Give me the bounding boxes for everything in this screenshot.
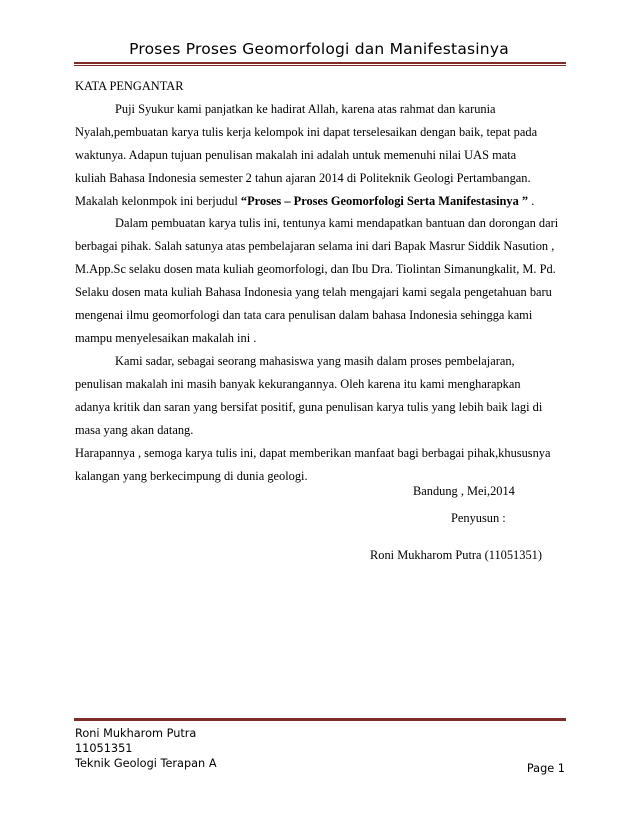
page-number: Page 1 <box>526 762 565 775</box>
paragraph-line: Harapannya , semoga karya tulis ini, dapat memberikan manfaat bagi berbagai pihak,khususnya <box>75 446 551 460</box>
footer-author: Roni Mukharom Putra <box>75 727 197 740</box>
paragraph-line: adanya kritik dan saran yang bersifat positif, guna penulisan karya tulis yang lebih baik lagi di <box>75 400 543 414</box>
paper-title: “Proses – Proses Geomorfologi Serta Manifestasinya ” <box>240 194 529 208</box>
section-heading: KATA PENGANTAR <box>75 79 184 93</box>
signature-place-date: Bandung , Mei,2014 <box>413 484 515 498</box>
paragraph-line: Selaku dosen mata kuliah Bahasa Indonesia yang telah mengajari kami segala pengetahuan baru <box>75 285 552 299</box>
paragraph-line: mengenai ilmu geomorfologi dan tata cara penulisan dalam bahasa Indonesia sehingga kami <box>75 308 533 322</box>
page-footer <box>75 726 217 771</box>
paragraph-line: M.App.Sc selaku dosen mata kuliah geomorfologi, dan Ibu Dra. Tiolintan Simanungkalit, M. Pd. <box>75 262 556 276</box>
paragraph-line: berbagai pihak. Salah satunya atas pembelajaran selama ini dari Bapak Masrur Siddik Nasution , <box>75 239 555 253</box>
signature-role: Penyusun : <box>451 511 506 525</box>
signature-name: Roni Mukharom Putra (11051351) <box>370 548 542 562</box>
page-header-title: Proses Proses Geomorfologi dan Manifestasinya <box>129 40 509 58</box>
paragraph-line: Kami sadar, sebagai seorang mahasiswa yang masih dalam proses pembelajaran, <box>115 354 515 368</box>
paragraph-line: Nyalah,pembuatan karya tulis kerja kelompok ini dapat terselesaikan dengan baik, tepat pada <box>75 125 538 139</box>
paragraph-line: masa yang akan datang. <box>75 423 194 437</box>
paragraph-line: Dalam pembuatan karya tulis ini, tentunya kami mendapatkan bantuan dan dorongan dari <box>115 216 559 230</box>
footer-student-id: 11051351 <box>75 742 133 755</box>
title-prefix: Makalah kelonmpok ini berjudul <box>75 194 241 208</box>
paragraph-line-title <box>75 190 575 212</box>
paragraph-line: waktunya. Adapun tujuan penulisan makalah ini adalah untuk memenuhi nilai UAS mata <box>75 148 517 162</box>
paragraph-line: mampu menyelesaikan makalah ini . <box>75 331 257 345</box>
paragraph-line: kalangan yang berkecimpung di dunia geologi. <box>75 469 308 483</box>
document-body <box>75 75 575 488</box>
footer-department: Teknik Geologi Terapan A <box>75 757 217 770</box>
paragraph-line: penulisan makalah ini masih banyak kekurangannya. Oleh karena itu kami mengharapkan <box>75 377 521 391</box>
paragraph-line: kuliah Bahasa Indonesia semester 2 tahun ajaran 2014 di Politeknik Geologi Pertambangan. <box>75 171 531 185</box>
title-suffix: . <box>528 194 535 208</box>
paragraph-line: Puji Syukur kami panjatkan ke hadirat Allah, karena atas rahmat dan karunia <box>115 102 496 116</box>
